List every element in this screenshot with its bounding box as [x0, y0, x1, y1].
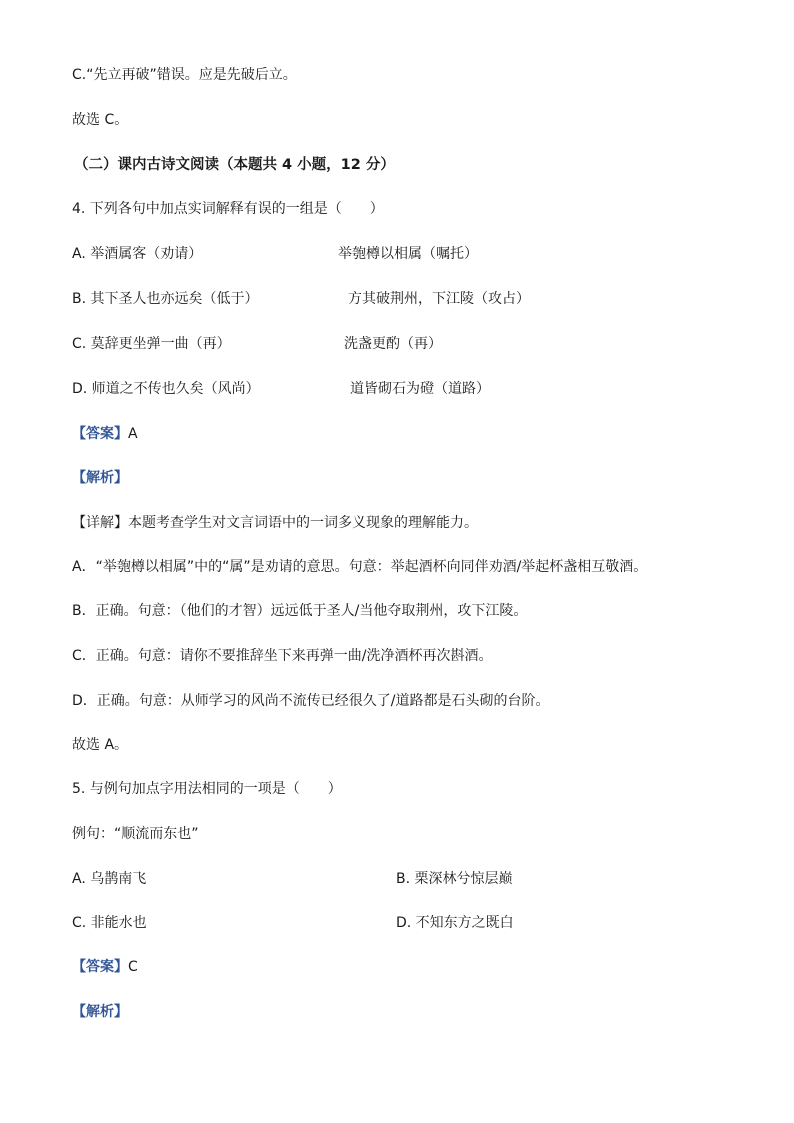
q4-option-a-left: A. 举酒属客（劝请）	[72, 246, 203, 262]
analysis-tag: 【解析】	[72, 470, 128, 486]
answer-line-2	[72, 958, 138, 976]
answer-value: A	[128, 426, 138, 442]
explanation-d: D．正确。句意：从师学习的风尚不流传已经很久了/道路都是石头砌的台阶。	[72, 693, 550, 709]
section-title: （二）课内古诗文阅读（本题共 4 小题，12 分）	[74, 157, 395, 173]
q4-option-a-right: 举匏樽以相属（嘱托）	[338, 246, 478, 262]
explanation-a: A．“举匏樽以相属”中的“属”是劝请的意思。句意：举起酒杯向同伴劝酒/举起杯盏相互敬酒。	[72, 559, 648, 575]
question-5-example: 例句：“顺流而东也”	[72, 826, 199, 842]
answer-tag: 【答案】	[72, 426, 128, 442]
question-5-stem: 5. 与例句加点字用法相同的一项是（ ）	[72, 781, 342, 797]
q4-option-c-right: 洗盏更酌（再）	[344, 336, 442, 352]
q4-option-b-left: B. 其下圣人也亦远矣（低于）	[72, 291, 259, 307]
analysis-line-2	[72, 1003, 128, 1021]
detail-line	[72, 514, 478, 532]
analysis-line-1	[72, 469, 128, 487]
choose-a-line: 故选 A。	[72, 737, 129, 753]
q4-option-b-right: 方其破荆州，下江陵（攻占）	[348, 291, 530, 307]
option-c-note: C.“先立再破”错误。应是先破后立。	[72, 67, 297, 83]
answer-line-1	[72, 425, 138, 443]
q5-option-b: B. 栗深林兮惊层巅	[396, 871, 513, 887]
answer-tag: 【答案】	[72, 959, 128, 975]
q5-option-c: C. 非能水也	[72, 915, 147, 931]
choose-c-line: 故选 C。	[72, 112, 129, 128]
explanation-c: C．正确。句意：请你不要推辞坐下来再弹一曲/洗净酒杯再次斟酒。	[72, 648, 493, 664]
q4-option-d-right: 道皆砌石为磴（道路）	[350, 381, 490, 397]
explanation-b: B．正确。句意：（他们的才智）远远低于圣人/当他夺取荆州，攻下江陵。	[72, 603, 528, 619]
detail-text: 本题考查学生对文言词语中的一词多义现象的理解能力。	[128, 515, 478, 531]
q4-option-d-left: D. 师道之不传也久矣（风尚）	[72, 381, 260, 397]
q5-option-d: D. 不知东方之既白	[396, 915, 514, 931]
analysis-tag: 【解析】	[72, 1004, 128, 1020]
q4-option-c-left: C. 莫辞更坐弹一曲（再）	[72, 336, 231, 352]
detail-tag: 【详解】	[72, 515, 128, 531]
question-4-stem: 4. 下列各句中加点实词解释有误的一组是（ ）	[72, 201, 384, 217]
answer-value: C	[128, 959, 138, 975]
q5-option-a: A. 乌鹊南飞	[72, 871, 147, 887]
